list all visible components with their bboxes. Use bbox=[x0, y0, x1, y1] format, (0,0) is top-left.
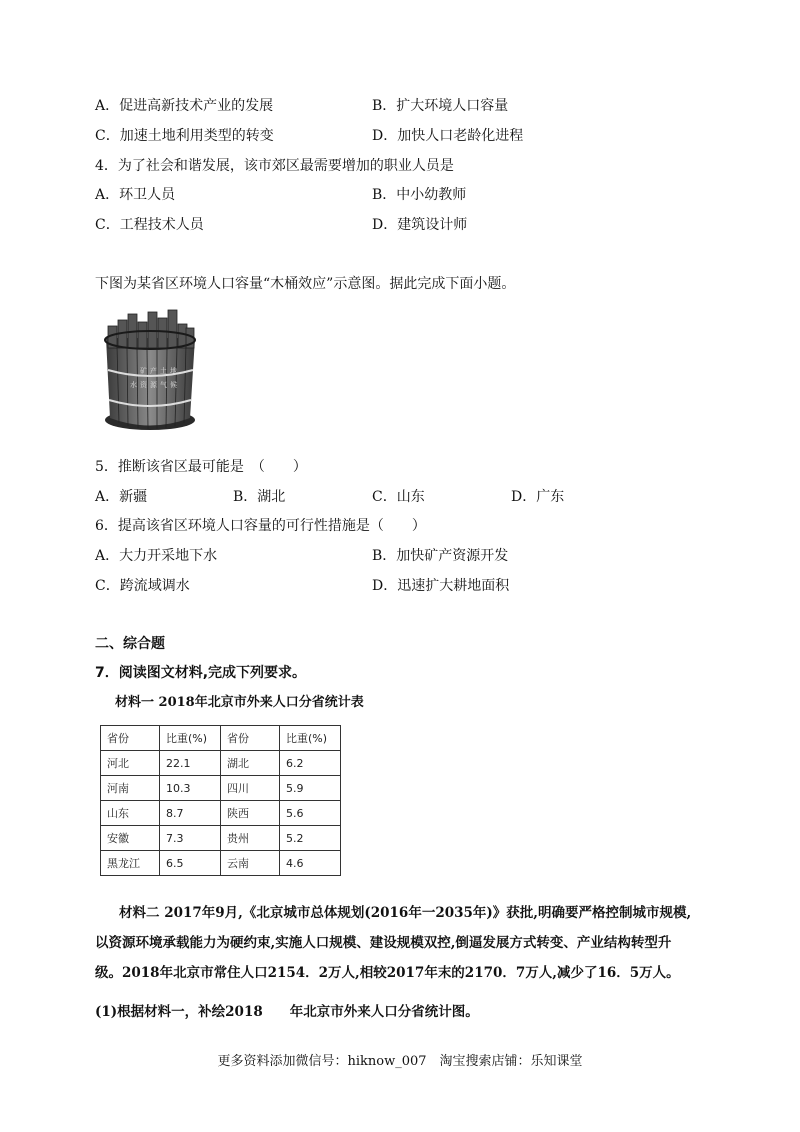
table-header: 省份 bbox=[101, 726, 160, 751]
q4-option-c: C．工程技术人员 bbox=[95, 217, 204, 233]
population-table bbox=[100, 725, 341, 876]
stave-label: 土 bbox=[160, 367, 167, 375]
table-row bbox=[101, 826, 341, 851]
q5-option-a: A．新疆 bbox=[95, 489, 148, 505]
q3-option-b: B．扩大环境人口容量 bbox=[372, 98, 509, 114]
table-row bbox=[101, 801, 341, 826]
stave-label: 气 bbox=[160, 381, 167, 389]
material2-line1: 材料二 2017年9月,《北京城市总体规划(2016年一2035年)》获批,明确要严格控制城市规模, bbox=[119, 905, 692, 921]
table-cell: 5.2 bbox=[280, 826, 341, 851]
table-row bbox=[101, 751, 341, 776]
table-cell: 四川 bbox=[221, 776, 280, 801]
stave-label: 资 bbox=[140, 381, 147, 389]
stave-label: 矿 bbox=[140, 367, 147, 375]
stave-label: 地 bbox=[170, 367, 177, 375]
table-cell: 10.3 bbox=[160, 776, 221, 801]
barrel-stave-labels bbox=[100, 308, 200, 433]
table-cell: 贵州 bbox=[221, 826, 280, 851]
stave-label: 水 bbox=[130, 381, 137, 389]
table-cell: 河南 bbox=[101, 776, 160, 801]
material2-line2: 以资源环境承载能力为硬约束,实施人口规模、建设规模双控,倒逼发展方式转变、产业结构转型升 bbox=[95, 935, 672, 951]
q5-option-b: B．湖北 bbox=[233, 489, 286, 505]
q6-option-d: D．迅速扩大耕地面积 bbox=[372, 578, 510, 594]
table-row bbox=[101, 851, 341, 876]
stave-label: 候 bbox=[170, 381, 177, 389]
section-heading: 二、综合题 bbox=[95, 636, 165, 652]
footer-note: 更多资料添加微信号：hiknow_007 淘宝搜索店铺：乐知课堂 bbox=[217, 1054, 583, 1069]
table-cell: 云南 bbox=[221, 851, 280, 876]
q6-stem: 6．提高该省区环境人口容量的可行性措施是（ ） bbox=[95, 518, 426, 534]
q4-stem: 4．为了社会和谐发展，该市郊区最需要增加的职业人员是 bbox=[95, 158, 454, 174]
table-cell: 陕西 bbox=[221, 801, 280, 826]
table-cell: 安徽 bbox=[101, 826, 160, 851]
q5-option-c: C．山东 bbox=[372, 489, 425, 505]
q5-stem: 5．推断该省区最可能是 （ ） bbox=[95, 459, 307, 475]
q4-option-d: D．建筑设计师 bbox=[372, 217, 468, 233]
stave-label: 源 bbox=[150, 381, 157, 389]
q3-option-a: A．促进高新技术产业的发展 bbox=[95, 98, 274, 114]
table-header: 比重(%) bbox=[280, 726, 341, 751]
table-cell: 5.9 bbox=[280, 776, 341, 801]
table-cell: 4.6 bbox=[280, 851, 341, 876]
table-cell: 5.6 bbox=[280, 801, 341, 826]
table-cell: 河北 bbox=[101, 751, 160, 776]
q6-option-c: C．跨流域调水 bbox=[95, 578, 190, 594]
q7-stem: 7．阅读图文材料,完成下列要求。 bbox=[95, 665, 307, 681]
table-header-row bbox=[101, 726, 341, 751]
table-cell: 湖北 bbox=[221, 751, 280, 776]
table-cell: 山东 bbox=[101, 801, 160, 826]
q4-option-b: B．中小幼教师 bbox=[372, 187, 467, 203]
material2-line3: 级。2018年北京市常住人口2154．2万人,相较2017年末的2170．7万人,减少了16．5万人。 bbox=[95, 965, 680, 981]
q3-option-c: C．加速土地利用类型的转变 bbox=[95, 128, 274, 144]
q5-option-d: D．广东 bbox=[511, 489, 565, 505]
q6-option-a: A．大力开采地下水 bbox=[95, 548, 218, 564]
stave-label: 产 bbox=[150, 367, 157, 375]
table-row bbox=[101, 776, 341, 801]
table-cell: 6.2 bbox=[280, 751, 341, 776]
q7-part1: (1)根据材料一，补绘2018 年北京市外来人口分省统计图。 bbox=[95, 1004, 479, 1020]
figure-intro: 下图为某省区环境人口容量“木桶效应”示意图。据此完成下面小题。 bbox=[95, 276, 516, 292]
table-cell: 黑龙江 bbox=[101, 851, 160, 876]
table-cell: 6.5 bbox=[160, 851, 221, 876]
table-header: 省份 bbox=[221, 726, 280, 751]
material1-title: 材料一 2018年北京市外来人口分省统计表 bbox=[115, 695, 364, 710]
table-cell: 7.3 bbox=[160, 826, 221, 851]
q3-option-d: D．加快人口老龄化进程 bbox=[372, 128, 524, 144]
q6-option-b: B．加快矿产资源开发 bbox=[372, 548, 509, 564]
q4-option-a: A．环卫人员 bbox=[95, 187, 176, 203]
table-cell: 8.7 bbox=[160, 801, 221, 826]
table-cell: 22.1 bbox=[160, 751, 221, 776]
table-header: 比重(%) bbox=[160, 726, 221, 751]
